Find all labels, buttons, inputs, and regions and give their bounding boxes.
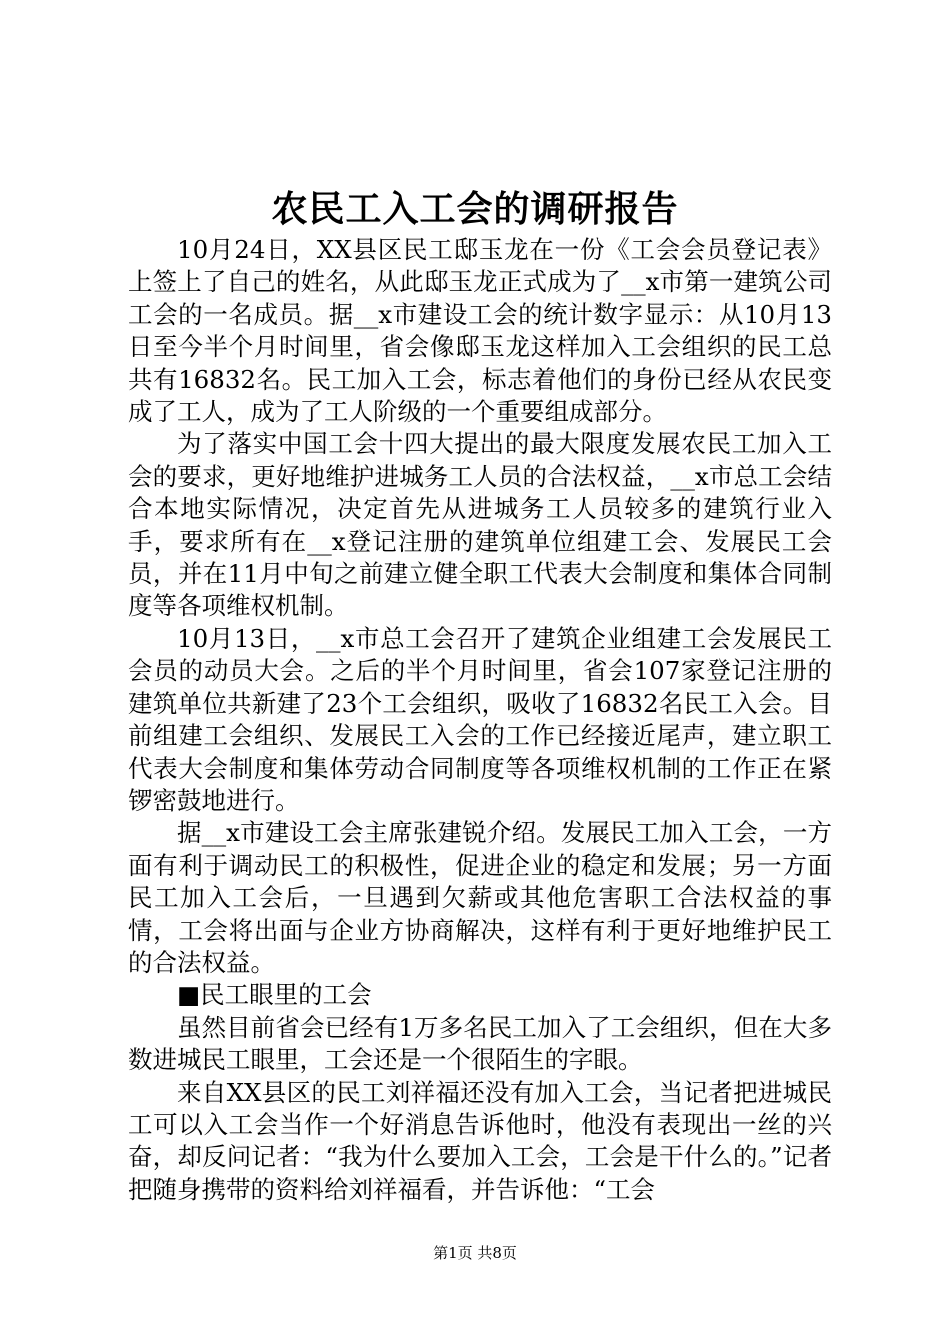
paragraph: 据__x市建设工会主席张建锐介绍。发展民工加入工会，一方面有利于调动民工的积极性，促进企业的稳定和发展；另一方面民工加入工会后，一旦遇到欠薪或其他危害职工合法权益的事情，工会将出面与企业方协商解决，这样有利于更好地维护民工的合法权益。 [128,818,832,977]
paragraph: 为了落实中国工会十四大提出的最大限度发展农民工加入工会的要求，更好地维护进城务工人员的合法权益，__x市总工会结合本地实际情况，决定首先从进城务工人员较多的建筑行业入手，要求所有在__x登记注册的建筑单位组建工会、发展民工会员，并在11月中旬之前建立健全职工代表大会制度和集体合同制度等各项维权机制。 [128,429,832,621]
page-footer: 第1页 共8页 [433,1244,517,1262]
document-title: 农民工入工会的调研报告 [271,188,679,230]
paragraph: 10月24日，XX县区民工邸玉龙在一份《工会会员登记表》上签上了自己的姓名，从此邸玉龙正式成为了__x市第一建筑公司工会的一名成员。据__x市建设工会的统计数字显示：从10月13日至今半个月时间里，省会像邸玉龙这样加入工会组织的民工总共有16832名。民工加入工会，标志着他们的身份已经从农民变成了工人，成为了工人阶级的一个重要组成部分。 [128,235,832,427]
paragraph: 来自XX县区的民工刘祥福还没有加入工会，当记者把进城民工可以入工会当作一个好消息告诉他时，他没有表现出一丝的兴奋，却反问记者：“我为什么要加入工会，工会是干什么的。”记者把随身携带的资料给刘祥福看，并告诉他：“工会 [128,1077,832,1204]
document-body [128,234,832,1206]
section-heading: ■民工眼里的工会 [177,980,372,1010]
paragraph: 10月13日，__x市总工会召开了建筑企业组建工会发展民工会员的动员大会。之后的半个月时间里，省会107家登记注册的建筑单位共新建了23个工会组织，吸收了16832名民工入会。目前组建工会组织、发展民工入会的工作已经接近尾声，建立职工代表大会制度和集体劳动合同制度等各项维权机制的工作正在紧锣密鼓地进行。 [128,623,832,815]
paragraph: 虽然目前省会已经有1万多名民工加入了工会组织，但在大多数进城民工眼里，工会还是一个很陌生的字眼。 [128,1012,832,1075]
